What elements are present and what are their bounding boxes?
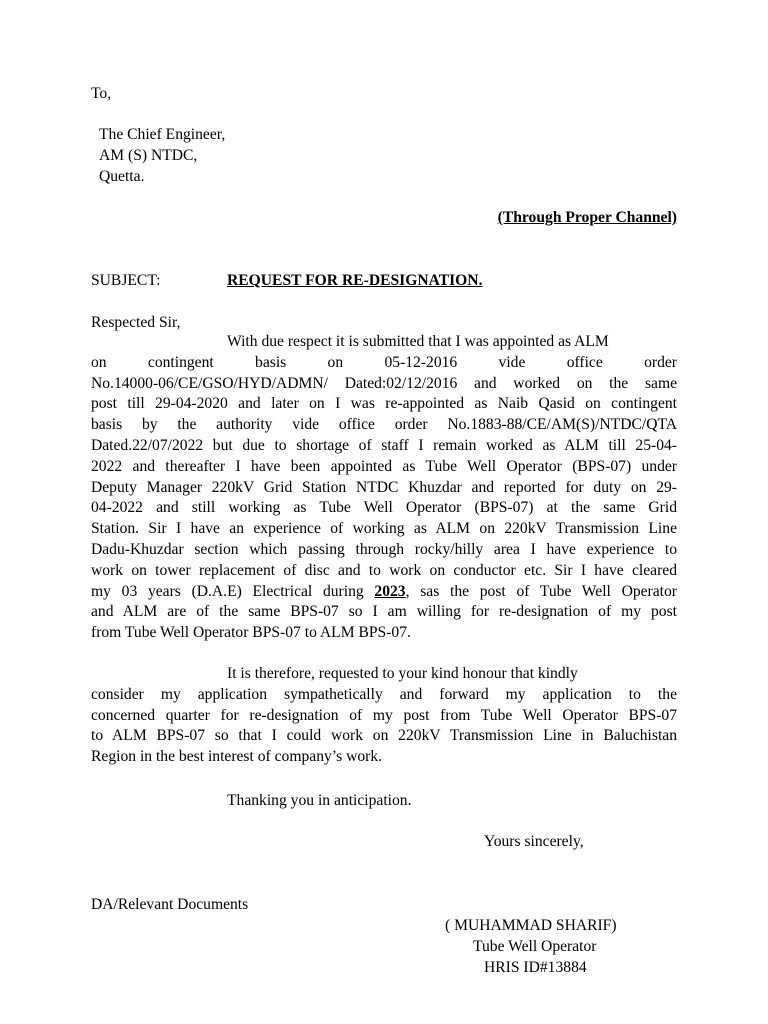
addressee-line: AM (S) NTDC,: [99, 147, 198, 164]
closing: Yours sincerely,: [484, 833, 584, 850]
paragraph-line: It is therefore, requested to your kind honour that kindly: [227, 665, 578, 682]
signatory-id: HRIS ID#13884: [484, 959, 587, 976]
greeting: Respected Sir,: [91, 314, 181, 331]
subject-label: SUBJECT:: [91, 272, 161, 289]
body-paragraph-2: [91, 664, 677, 768]
paragraph-line: Deputy Manager 220kV Grid Station NTDC Khuzdar and reported for duty on 29-: [91, 478, 677, 496]
paragraph-line: concerned quarter for re-designation of my post from Tube Well Operator BPS-07: [91, 706, 677, 724]
enclosure-note: DA/Relevant Documents: [91, 896, 249, 913]
year-emphasis: 2023: [374, 582, 406, 600]
paragraph-line: [91, 582, 677, 603]
channel-note: (Through Proper Channel): [497, 209, 677, 226]
paragraph-line: Dadu-Khuzdar section which passing through rocky/hilly area I have experience to: [91, 540, 677, 558]
subject-text: REQUEST FOR RE-DESIGNATION.: [227, 272, 483, 289]
addressee-line: Quetta.: [99, 168, 145, 185]
line-text: , sas the post of Tube Well Operator: [405, 582, 677, 600]
paragraph-line: 04-2022 and still working as Tube Well Operator (BPS-07) at the same Grid: [91, 499, 677, 517]
paragraph-line: post till 29-04-2020 and later on I was re-appointed as Naib Qasid on contingent: [91, 395, 677, 413]
salutation-to: To,: [91, 85, 112, 102]
paragraph-line: With due respect it is submitted that I was appointed as ALM: [227, 333, 609, 350]
paragraph-line: on contingent basis on 05-12-2016 vide office order: [91, 353, 677, 371]
paragraph-line: work on tower replacement of disc and to work on conductor etc. Sir I have cleared: [91, 561, 677, 579]
paragraph-line: Dated.22/07/2022 but due to shortage of staff I remain worked as ALM till 25-04-: [91, 436, 677, 454]
paragraph-line: basis by the authority vide office order No.1883-88/CE/AM(S)/NTDC/QTA: [91, 416, 677, 434]
paragraph-line: No.14000-06/CE/GSO/HYD/ADMN/ Dated:02/12/2016 and worked on the same: [91, 374, 677, 392]
paragraph-line: to ALM BPS-07 so that I could work on 220kV Transmission Line in Baluchistan: [91, 727, 677, 745]
signatory-name: ( MUHAMMAD SHARIF): [445, 917, 617, 934]
paragraph-line: 2022 and thereafter I have been appointed as Tube Well Operator (BPS-07) under: [91, 457, 677, 475]
thanks-line: Thanking you in anticipation.: [227, 792, 412, 809]
signatory-designation: Tube Well Operator: [473, 938, 597, 955]
paragraph-line: consider my application sympathetically and forward my application to the: [91, 685, 677, 703]
paragraph-line: from Tube Well Operator BPS-07 to ALM BPS-07.: [91, 624, 411, 642]
paragraph-line: Station. Sir I have an experience of working as ALM on 220kV Transmission Line: [91, 520, 677, 538]
paragraph-line: Region in the best interest of company’s work.: [91, 748, 383, 766]
addressee-line: The Chief Engineer,: [99, 126, 226, 143]
line-text: my 03 years (D.A.E) Electrical during: [91, 582, 375, 600]
paragraph-line: and ALM are of the same BPS-07 so I am willing for re-designation of my post: [91, 603, 677, 621]
body-paragraph-1: [91, 332, 677, 644]
